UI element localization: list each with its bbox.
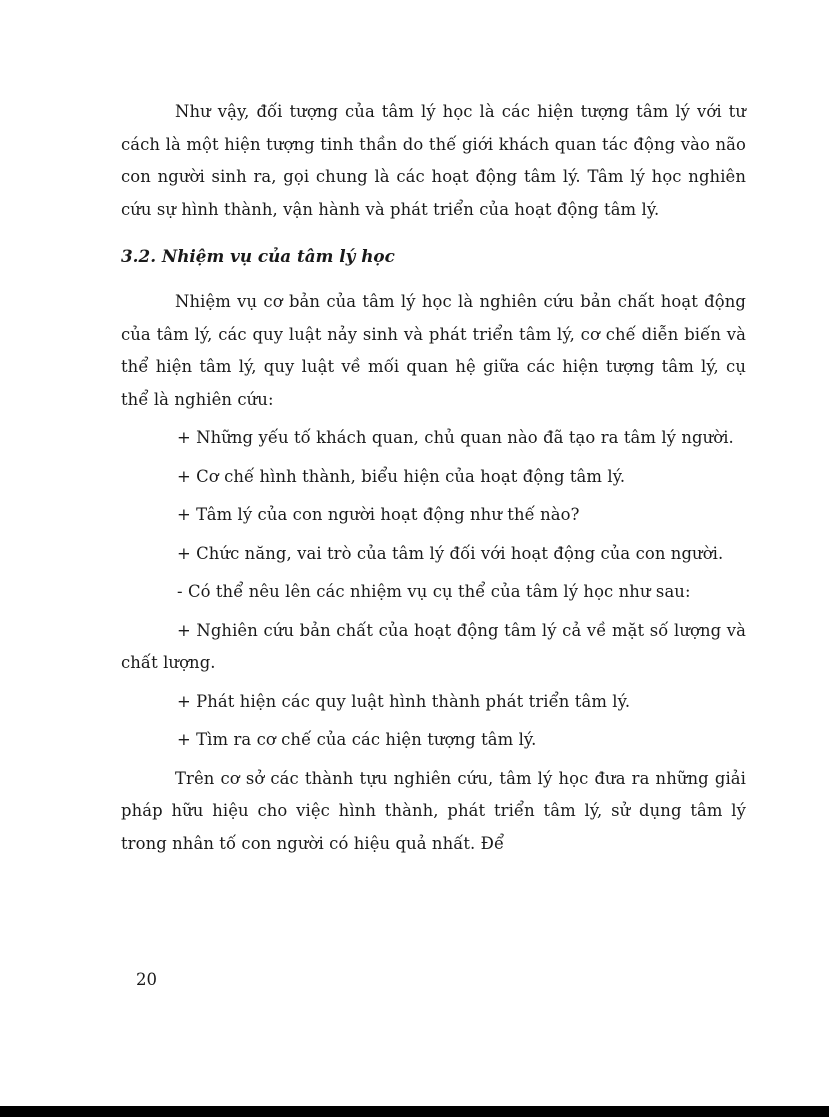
paragraph-specific-tasks-intro: - Có thể nêu lên các nhiệm vụ cụ thể của tâm lý học như sau: [177,582,691,601]
section-heading: 3.2. Nhiệm vụ của tâm lý học [121,246,395,266]
list-item-discover-laws: + Phát hiện các quy luật hình thành phát triển tâm lý. [177,691,631,711]
list-item-how-psyche-works: + Tâm lý của con người hoạt động như thế nào? [177,505,580,524]
list-item-study-nature: + Nghiên cứu bản chất của hoạt động tâm lý cả về mặt số lượng và chất lượng. [121,620,746,672]
list-item-functions-roles: + Chức năng, vai trò của tâm lý đối với hoạt động của con người. [177,543,724,563]
paragraph-object-of-psychology: Như vậy, đối tượng của tâm lý học là các hiện tượng tâm lý với tư cách là một hiện tượng tinh thần do thế giới khách quan tác động vào não con người sinh ra, gọi chung là các hoạt động tâm lý. Tâm lý học nghiên cứu sự hình thành, vận hành và phát triển của hoạt động tâm lý. [121,102,746,219]
scan-bottom-border [0,1106,829,1117]
list-item-find-mechanism: + Tìm ra cơ chế của các hiện tượng tâm lý. [177,730,537,749]
page-number: 20 [136,970,157,989]
body-text [121,96,746,860]
list-item-objective-factors: + Những yếu tố khách quan, chủ quan nào đã tạo ra tâm lý người. [177,428,734,447]
paragraph-tasks-intro: Nhiệm vụ cơ bản của tâm lý học là nghiên cứu bản chất hoạt động của tâm lý, các quy luật nảy sinh và phát triển tâm lý, cơ chế diễn biến và thể hiện tâm lý, quy luật về mối quan hệ giữa các hiện tượng tâm lý, cụ thể là nghiên cứu: [121,292,746,409]
list-item-formation-mechanism: + Cơ chế hình thành, biểu hiện của hoạt động tâm lý. [177,466,626,486]
paragraph-research-achievements: Trên cơ sở các thành tựu nghiên cứu, tâm lý học đưa ra những giải pháp hữu hiệu cho việc hình thành, phát triển tâm lý, sử dụng tâm lý trong nhân tố con người có hiệu quả nhất. Để [121,768,746,853]
